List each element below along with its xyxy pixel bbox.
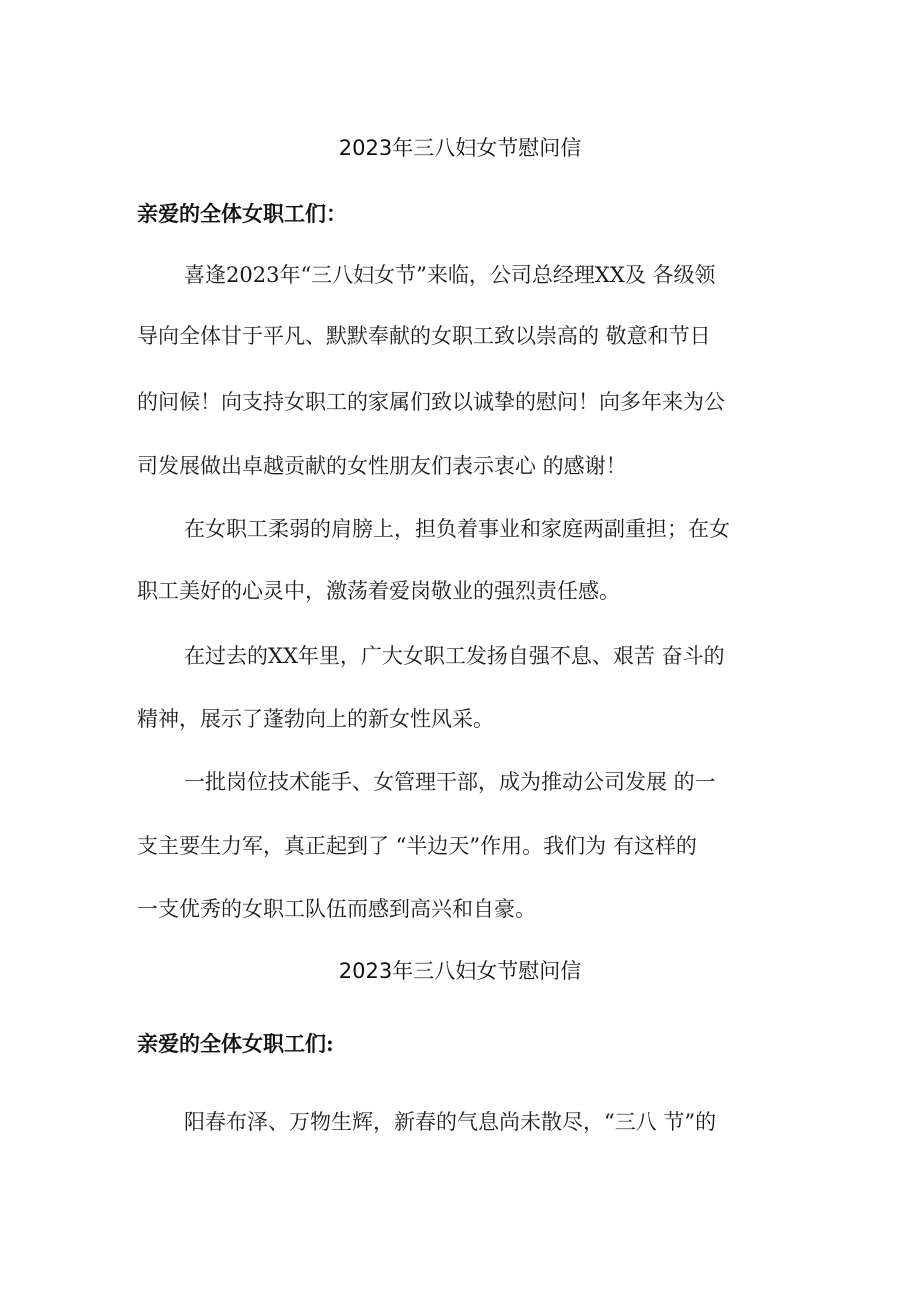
paragraph-line: 阳春布泽、万物生辉，新春的气息尚未散尽，“三八 节”的 (184, 1110, 717, 1134)
paragraph-line: 在过去的XX年里，广大女职工发扬自强不息、艰苦 奋斗的 (184, 644, 725, 668)
paragraph-line: 导向全体甘于平凡、默默奉献的女职工致以崇高的 敬意和节日 (137, 324, 711, 348)
paragraph-line: 一批岗位技术能手、女管理干部，成为推动公司发展 的一 (184, 770, 716, 794)
paragraph-line: 司发展做出卓越贡献的女性朋友们表示衷心 的感谢！ (137, 454, 627, 478)
letter-title: 2023年三八妇女节慰问信 (338, 136, 582, 160)
salutation: 亲爱的全体女职工们： (137, 201, 347, 226)
paragraph-line: 支主要生力军，真正起到了 “半边天”作用。我们为 有这样的 (137, 834, 697, 858)
letter-title: 2023年三八妇女节慰问信 (338, 959, 582, 983)
paragraph-line: 的问候！向支持女职工的家属们致以诚挚的慰问！向多年来为公 (137, 390, 725, 414)
salutation: 亲爱的全体女职工们: (137, 1031, 334, 1056)
paragraph-line: 在女职工柔弱的肩膀上，担负着事业和家庭两副重担；在女 (184, 517, 730, 541)
paragraph-line: 精神，展示了蓬勃向上的新女性风采。 (137, 707, 494, 731)
paragraph-line: 喜逢2023年“三八妇女节”来临，公司总经理XX及 各级领 (184, 263, 716, 287)
paragraph-line: 一支优秀的女职工队伍而感到高兴和自豪。 (137, 897, 536, 921)
paragraph-line: 职工美好的心灵中，激荡着爱岗敬业的强烈责任感。 (137, 579, 620, 603)
